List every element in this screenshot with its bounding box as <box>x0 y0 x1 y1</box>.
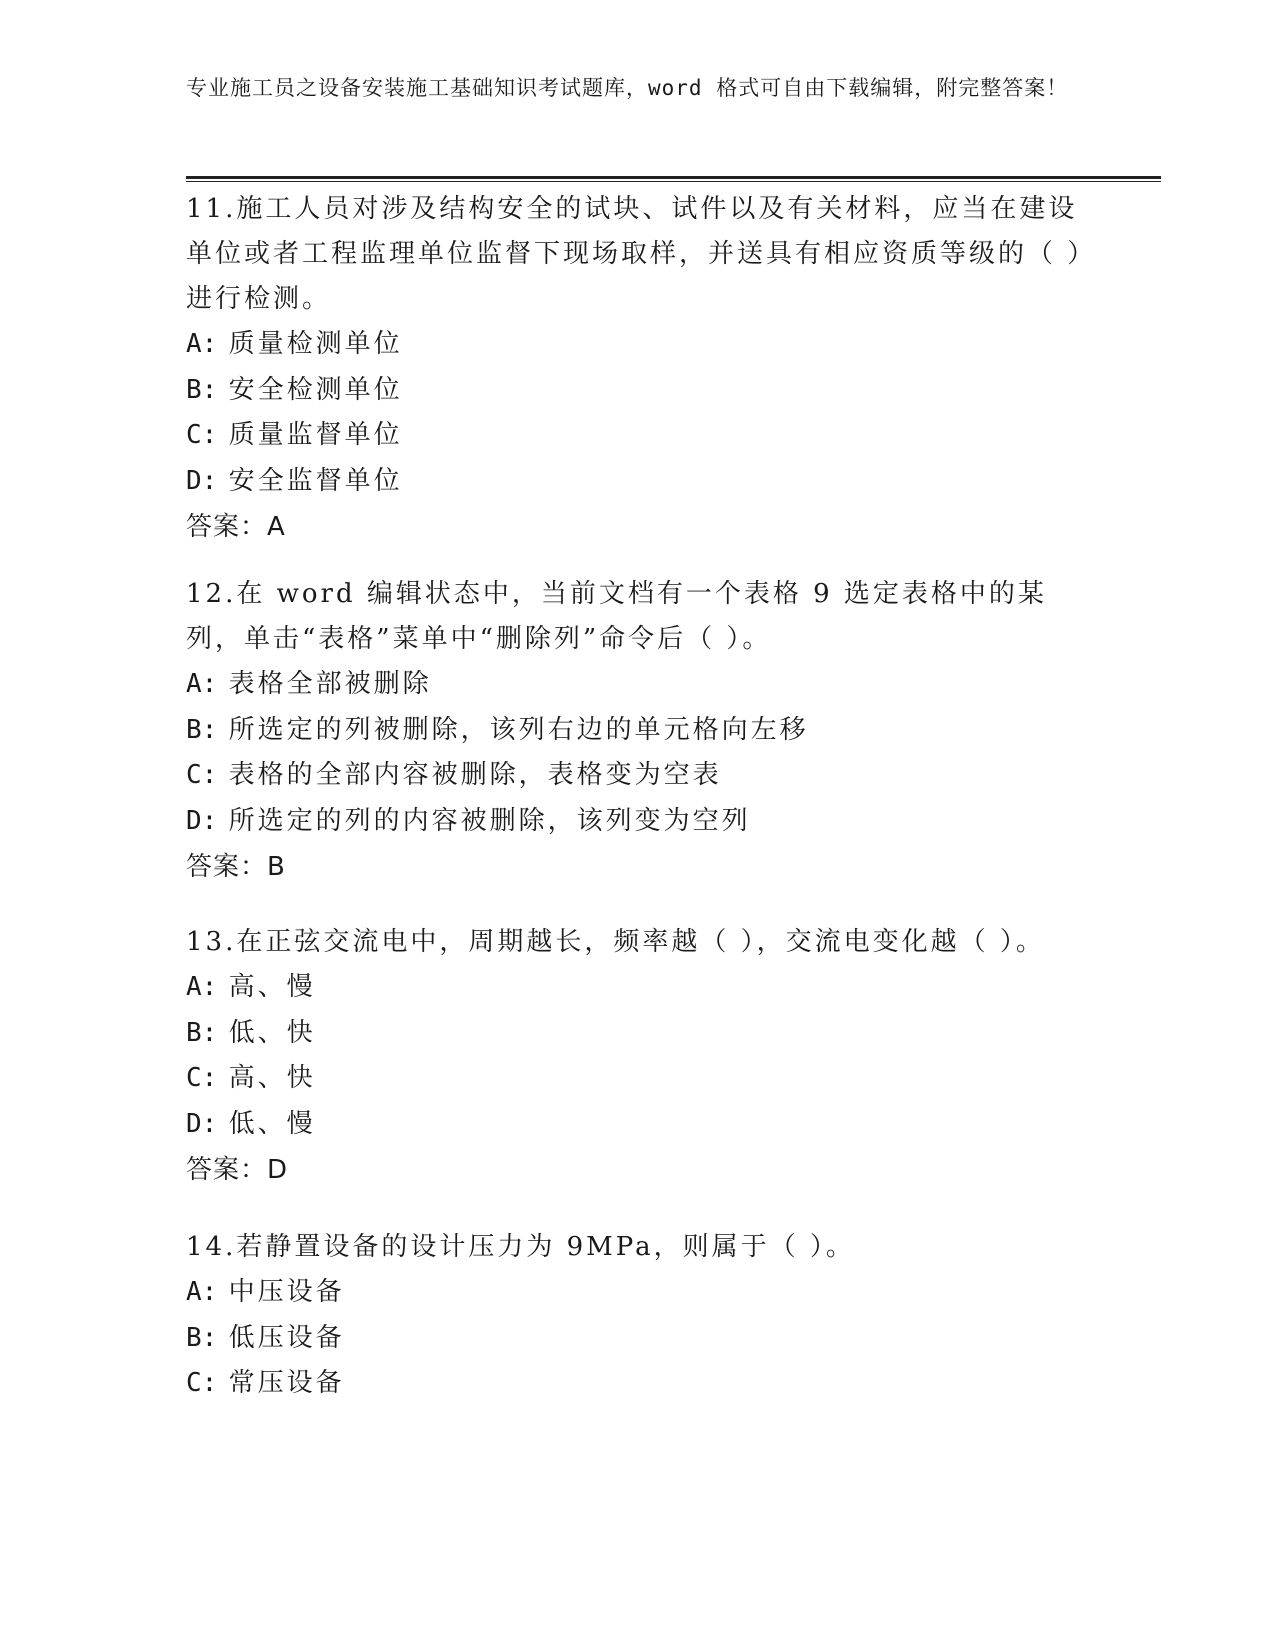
option-c <box>186 1056 1086 1102</box>
option-text: 安全检测单位 <box>228 374 403 405</box>
question-stem: 12.在 word 编辑状态中，当前文档有一个表格 9 选定表格中的某列，单击“表格”菜单中“删除列”命令后（ ）。 <box>186 579 1047 654</box>
option-letter: D: <box>186 1108 218 1139</box>
option-letter: C: <box>186 1368 218 1398</box>
option-a <box>186 322 1086 368</box>
option-text: 所选定的列被删除，该列右边的单元格向左移 <box>228 714 809 745</box>
option-text: 质量监督单位 <box>228 420 403 450</box>
question-14 <box>186 1225 1086 1407</box>
option-letter: C: <box>186 1063 218 1093</box>
answer-line: 答案：B <box>186 852 286 882</box>
option-text: 安全监督单位 <box>228 465 403 496</box>
option-letter: A: <box>186 1277 218 1307</box>
option-letter: B: <box>186 714 218 745</box>
question-12 <box>186 572 1086 890</box>
option-text: 低、快 <box>228 1017 316 1048</box>
option-text: 质量检测单位 <box>228 329 403 359</box>
option-b <box>186 1011 1086 1057</box>
question-13 <box>186 920 1086 1193</box>
option-letter: D: <box>186 805 218 836</box>
question-stem: 11.施工人员对涉及结构安全的试块、试件以及有关材料，应当在建设单位或者工程监理单位监督下现场取样，并送具有相应资质等级的（ ）进行检测。 <box>186 194 1084 314</box>
option-b <box>186 708 1086 754</box>
option-letter: C: <box>186 760 218 790</box>
option-d <box>186 1102 1086 1148</box>
option-c <box>186 413 1086 459</box>
option-a <box>186 662 1086 708</box>
option-letter: B: <box>186 374 218 405</box>
option-text: 低、慢 <box>228 1108 316 1139</box>
answer-line: 答案：D <box>186 1155 289 1185</box>
option-text: 所选定的列的内容被删除，该列变为空列 <box>228 805 751 836</box>
option-b <box>186 368 1086 414</box>
option-letter: B: <box>186 1322 218 1353</box>
option-d <box>186 459 1086 505</box>
option-text: 表格全部被删除 <box>228 669 432 699</box>
header-divider <box>186 176 1161 182</box>
option-text: 常压设备 <box>228 1368 345 1398</box>
option-text: 低压设备 <box>228 1322 345 1353</box>
option-d <box>186 799 1086 845</box>
option-letter: A: <box>186 329 218 359</box>
document-header: 专业施工员之设备安装施工基础知识考试题库，word 格式可自由下载编辑，附完整答案！ <box>186 76 1069 100</box>
option-letter: D: <box>186 465 218 496</box>
option-b <box>186 1316 1086 1362</box>
option-letter: A: <box>186 972 218 1002</box>
option-text: 高、快 <box>228 1063 316 1093</box>
option-a <box>186 1270 1086 1316</box>
question-11 <box>186 187 1086 550</box>
option-a <box>186 965 1086 1011</box>
option-text: 中压设备 <box>228 1277 345 1307</box>
option-text: 高、慢 <box>228 972 316 1002</box>
answer-line: 答案：A <box>186 512 286 542</box>
option-c <box>186 753 1086 799</box>
option-c <box>186 1361 1086 1407</box>
option-letter: C: <box>186 420 218 450</box>
option-letter: A: <box>186 669 218 699</box>
question-stem: 14.若静置设备的设计压力为 9MPa，则属于（ ）。 <box>186 1232 855 1262</box>
option-text: 表格的全部内容被删除，表格变为空表 <box>228 760 722 790</box>
option-letter: B: <box>186 1017 218 1048</box>
question-stem: 13.在正弦交流电中，周期越长，频率越（ ），交流电变化越（ ）。 <box>186 927 1045 957</box>
